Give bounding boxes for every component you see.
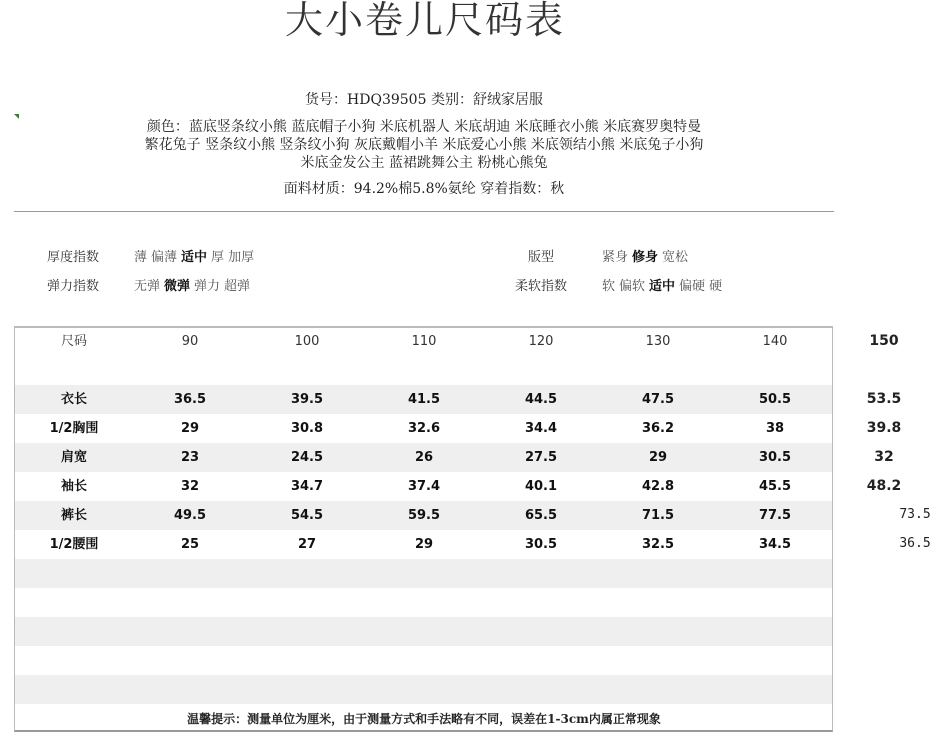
index-option: 加厚 (228, 250, 255, 265)
index-option: 薄 (134, 250, 148, 265)
table-cell: 32.5 (641, 537, 675, 552)
index-option: 紧身 (602, 250, 629, 265)
index-option: 宽松 (662, 250, 689, 265)
row-extra-value: 48.2 (866, 478, 902, 494)
row-extra-value: 36.5 (899, 536, 931, 551)
table-header-cell: 130 (645, 334, 671, 349)
row-label: 衣长 (60, 392, 87, 407)
table-cell: 27 (297, 537, 317, 552)
row-label: 1/2腰围 (49, 537, 99, 552)
table-cell: 41.5 (407, 392, 441, 407)
table-cell: 77.5 (758, 508, 792, 523)
footer-note: 温馨提示：测量单位为厘米，由于测量方式和手法略有不同，误差在1-3cm内属正常现象 (187, 712, 661, 726)
table-row (15, 501, 833, 530)
elasticity-label: 弹力指数 (47, 279, 100, 294)
colors-line-1: 颜色：蓝底竖条纹小熊 蓝底帽子小狗 米底机器人 米底胡迪 米底睡衣小熊 米底赛罗奥特曼 (146, 119, 702, 135)
row-extra-value: 73.5 (899, 507, 931, 522)
index-option: 软 (602, 279, 616, 294)
table-cell: 71.5 (641, 508, 675, 523)
fit-options (602, 246, 692, 265)
table-cell: 23 (180, 450, 200, 465)
table-header-cell: 尺码 (60, 334, 87, 349)
table-row (15, 472, 833, 501)
table-cell: 24.5 (290, 450, 324, 465)
table-cell: 38 (765, 421, 785, 436)
table-cell: 47.5 (641, 392, 675, 407)
table-cell: 29 (648, 450, 668, 465)
table-cell: 59.5 (407, 508, 441, 523)
colors-line-3: 米底金发公主 蓝裙跳舞公主 粉桃心熊兔 (300, 155, 548, 171)
material-info: 面料材质：94.2%棉5.8%氨纶 穿着指数：秋 (283, 181, 565, 197)
row-extra-value: 53.5 (866, 391, 902, 407)
table-cell: 44.5 (524, 392, 558, 407)
table-cell: 29 (180, 421, 200, 436)
page-title: 大小卷儿尺码表 (284, 0, 565, 42)
row-label: 1/2胸围 (49, 421, 99, 436)
thickness-label: 厚度指数 (47, 250, 100, 265)
table-cell: 34.7 (290, 479, 324, 494)
elasticity-options (134, 275, 254, 294)
table-cell: 45.5 (758, 479, 792, 494)
table-row (15, 443, 833, 472)
fit-label: 版型 (528, 250, 555, 265)
index-option: 无弹 (134, 279, 161, 294)
table-header-extra: 150 (869, 333, 899, 349)
index-option: 偏硬 (679, 279, 706, 294)
index-option: 超弹 (224, 279, 251, 294)
table-header-cell: 140 (762, 334, 788, 349)
index-option: 偏软 (619, 279, 646, 294)
index-option: 微弹 (164, 279, 191, 294)
table-cell: 29 (414, 537, 434, 552)
table-cell: 54.5 (290, 508, 324, 523)
table-header-cell: 110 (411, 334, 437, 349)
table-cell: 36.2 (641, 421, 675, 436)
table-cell: 32 (180, 479, 200, 494)
index-option: 厚 (211, 250, 225, 265)
table-header-cell: 90 (181, 334, 199, 349)
table-header-cell: 100 (294, 334, 320, 349)
row-extra-value: 39.8 (866, 420, 902, 436)
table-row (15, 385, 833, 414)
table-cell: 40.1 (524, 479, 558, 494)
softness-options (602, 275, 726, 294)
row-label: 肩宽 (60, 450, 87, 465)
index-option: 偏薄 (151, 250, 178, 265)
table-row (15, 530, 833, 559)
index-option: 修身 (632, 250, 659, 265)
table-cell: 26 (414, 450, 434, 465)
table-cell: 27.5 (524, 450, 558, 465)
table-cell: 36.5 (173, 392, 207, 407)
table-header-cell: 120 (528, 334, 554, 349)
item-info: 货号：HDQ39505 类别：舒绒家居服 (305, 92, 543, 108)
index-option: 适中 (649, 279, 676, 294)
softness-label: 柔软指数 (515, 279, 568, 294)
table-cell: 34.4 (524, 421, 558, 436)
table-header-row (15, 327, 833, 356)
thickness-options (134, 246, 258, 265)
table-cell: 49.5 (173, 508, 207, 523)
colors-line-2: 繁花兔子 竖条纹小熊 竖条纹小狗 灰底戴帽小羊 米底爱心小熊 米底领结小熊 米底兔子小狗 (144, 137, 704, 153)
table-cell: 30.5 (758, 450, 792, 465)
row-label: 袖长 (60, 479, 87, 494)
table-cell: 30.8 (290, 421, 324, 436)
table-cell: 32.6 (407, 421, 441, 436)
table-cell: 30.5 (524, 537, 558, 552)
table-cell: 34.5 (758, 537, 792, 552)
divider (14, 211, 834, 212)
table-cell: 25 (180, 537, 200, 552)
row-label: 裤长 (60, 508, 87, 523)
table-cell: 50.5 (758, 392, 792, 407)
table-row (15, 414, 833, 443)
table-cell: 65.5 (524, 508, 558, 523)
row-extra-value: 32 (874, 449, 894, 465)
table-cell: 39.5 (290, 392, 324, 407)
index-option: 适中 (181, 250, 208, 265)
table-cell: 37.4 (407, 479, 441, 494)
index-option: 硬 (709, 279, 723, 294)
index-option: 弹力 (194, 279, 221, 294)
table-cell: 42.8 (641, 479, 675, 494)
